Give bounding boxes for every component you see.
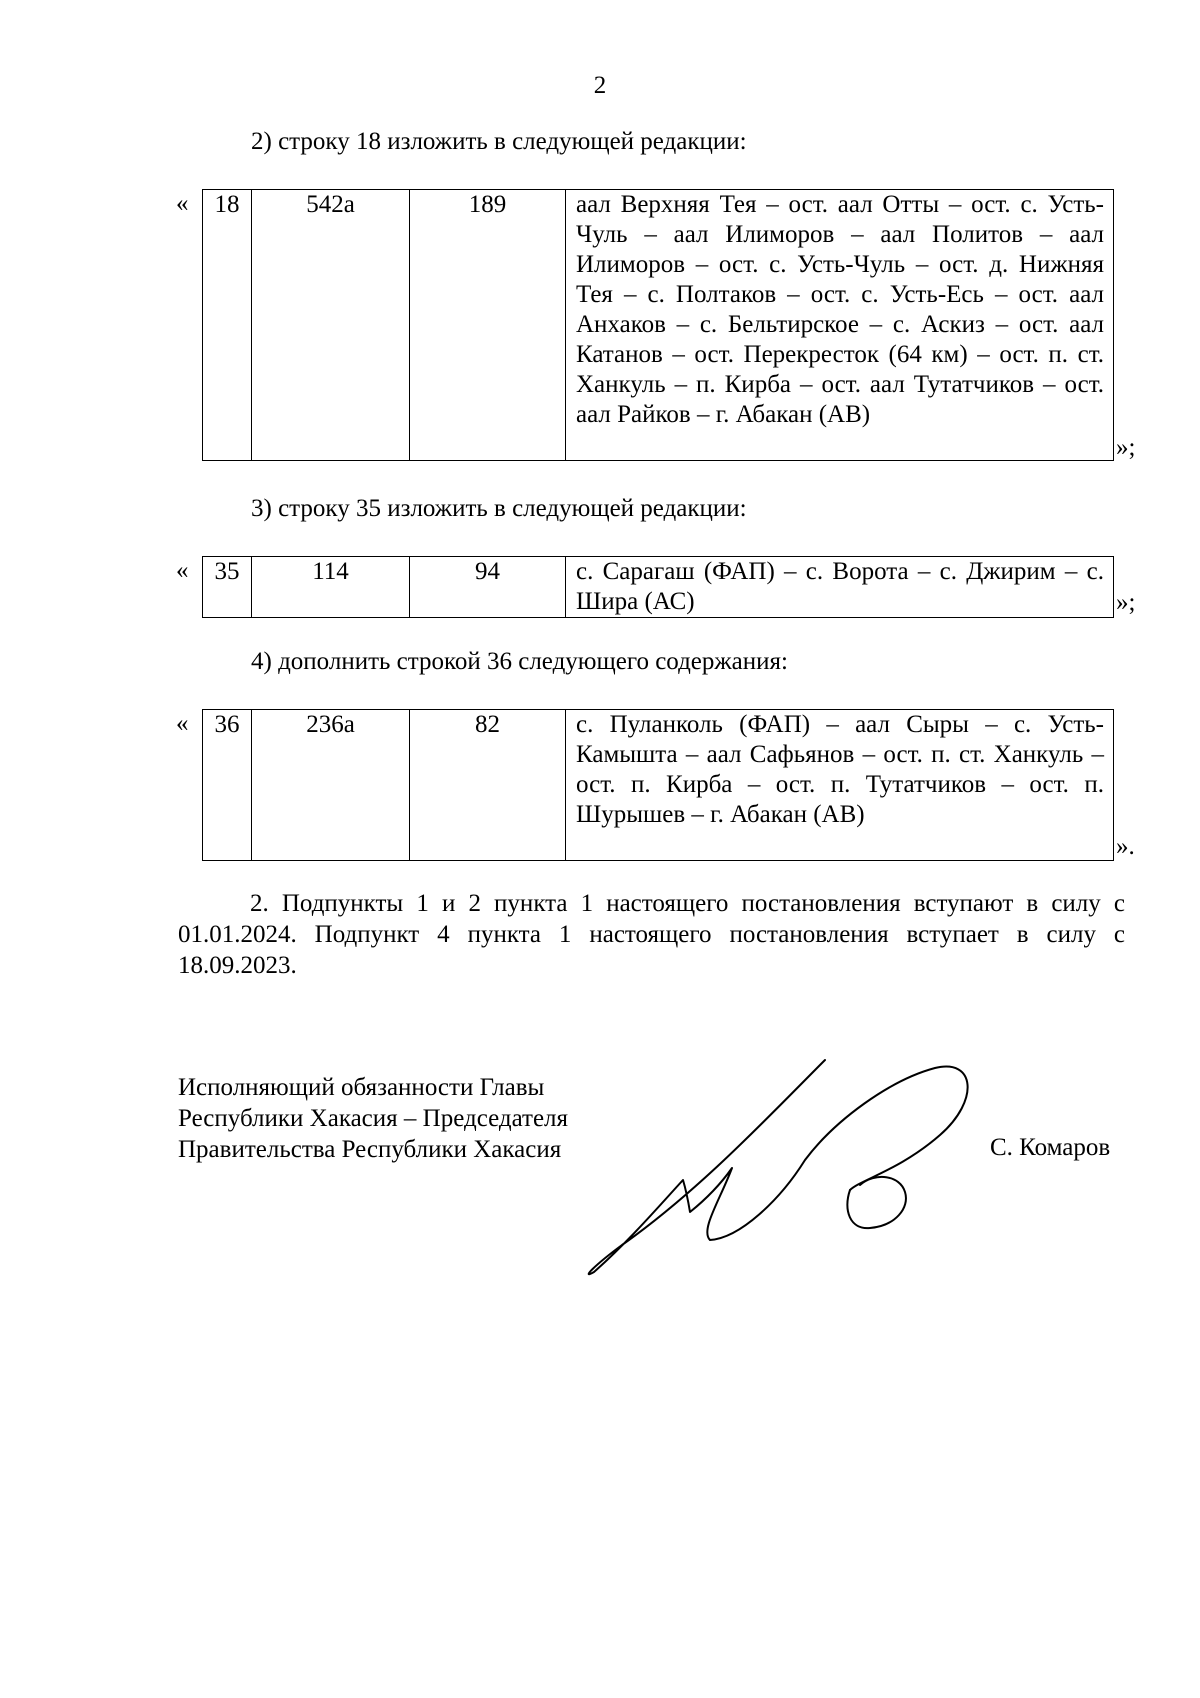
distance-cell: 94 (410, 557, 566, 618)
amendment-table-row-36 (202, 709, 1114, 861)
amendment-heading-row-35: 3) строку 35 изложить в следующей редакции: (251, 495, 747, 522)
row-number-cell: 36 (203, 710, 252, 861)
table-row (203, 190, 1114, 461)
route-code-cell: 542а (252, 190, 410, 461)
opening-quote: « (176, 710, 189, 737)
opening-quote: « (176, 190, 189, 217)
closing-quote: »; (1116, 434, 1136, 461)
page-number: 2 (593, 72, 607, 99)
row-number-cell: 18 (203, 190, 252, 461)
route-description-cell: аал Верхняя Тея – ост. аал Отты – ост. с. Усть-Чуль – аал Илиморов – аал Политов – аал Илиморов – ост. с. Усть-Чуль – ост. д. Нижняя Тея – с. Полтаков – ост. с. Усть-Есь – ост. аал Анхаков – с. Бельтирское – с. Аскиз – ост. аал Катанов – ост. Перекресток (64 км) – ост. п. ст. Ханкуль – п. Кирба – ост. аал Тутатчиков – ост. аал Райков – г. Абакан (АВ) (566, 190, 1114, 461)
table-row (203, 710, 1114, 861)
amendment-table-row-18 (202, 189, 1114, 461)
amendment-heading-row-36: 4) дополнить строкой 36 следующего содержания: (251, 648, 788, 675)
row-number-cell: 35 (203, 557, 252, 618)
signatory-title: Исполняющий обязанности Главы Республики Хакасия – Председателя Правительства Республики Хакасия (178, 1074, 569, 1163)
handwritten-signature (560, 1040, 1020, 1290)
opening-quote: « (176, 557, 189, 584)
closing-quote: ». (1116, 833, 1135, 860)
amendment-table-row-35 (202, 556, 1114, 618)
distance-cell: 82 (410, 710, 566, 861)
route-code-cell: 236а (252, 710, 410, 861)
table-row (203, 557, 1114, 618)
amendment-heading-row-18: 2) строку 18 изложить в следующей редакции: (251, 128, 747, 155)
distance-cell: 189 (410, 190, 566, 461)
route-description-cell: с. Пуланколь (ФАП) – аал Сыры – с. Усть-Камышта – аал Сафьянов – ост. п. ст. Ханкуль – ост. п. Кирба – ост. п. Тутатчиков – ост. п. Шурышев – г. Абакан (АВ) (566, 710, 1114, 861)
effective-date-paragraph: 2. Подпункты 1 и 2 пункта 1 настоящего постановления вступают в силу с 01.01.2024. Подпункт 4 пункта 1 настоящего постановления вступает в силу с 18.09.2023. (178, 890, 1125, 979)
route-description-cell: с. Сарагаш (ФАП) – с. Ворота – с. Джирим – с. Шира (АС) (566, 557, 1114, 618)
closing-quote: »; (1116, 589, 1136, 616)
signatory-name: С. Комаров (990, 1134, 1111, 1161)
route-code-cell: 114 (252, 557, 410, 618)
